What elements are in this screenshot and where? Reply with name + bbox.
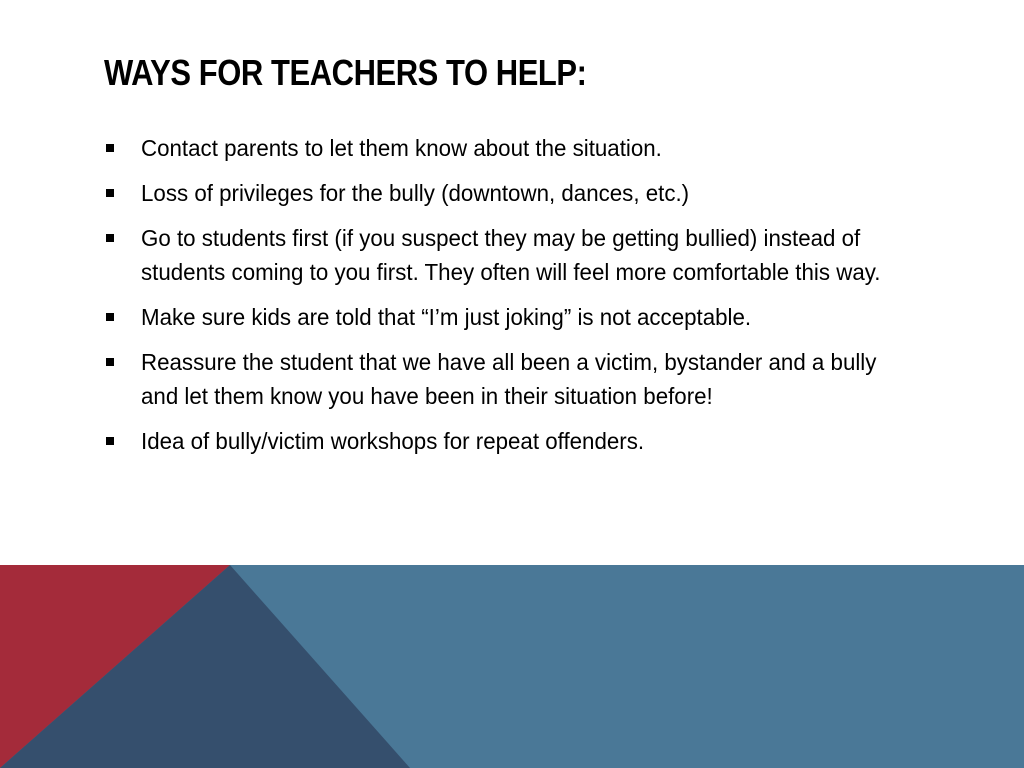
bullet-list [104,131,924,469]
bullet-text: Idea of bully/victim workshops for repeat offenders. [141,428,645,454]
square-bullet-icon [106,313,114,321]
bullet-item [104,176,924,210]
bullet-text: Make sure kids are told that “I’m just joking” is not acceptable. [141,304,752,330]
bullet-item [104,131,924,165]
bullet-item [104,345,924,413]
bullet-item [104,424,924,458]
bullet-text: Reassure the student that we have all been a victim, bystander and a bully and let them know you have been in their situation before! [141,349,877,409]
bullet-text: Go to students first (if you suspect they may be getting bullied) instead of students coming to you first. They often will feel more comfortable this way. [141,225,881,285]
bullet-text: Loss of privileges for the bully (downtown, dances, etc.) [141,180,690,206]
square-bullet-icon [106,358,114,366]
bullet-text: Contact parents to let them know about the situation. [141,135,662,161]
bullet-item [104,221,924,289]
bullet-item [104,300,924,334]
square-bullet-icon [106,189,114,197]
square-bullet-icon [106,144,114,152]
slide-title: WAYS FOR TEACHERS TO HELP: [104,52,587,93]
square-bullet-icon [106,234,114,242]
square-bullet-icon [106,437,114,445]
decorative-footer-shapes [0,565,1024,768]
